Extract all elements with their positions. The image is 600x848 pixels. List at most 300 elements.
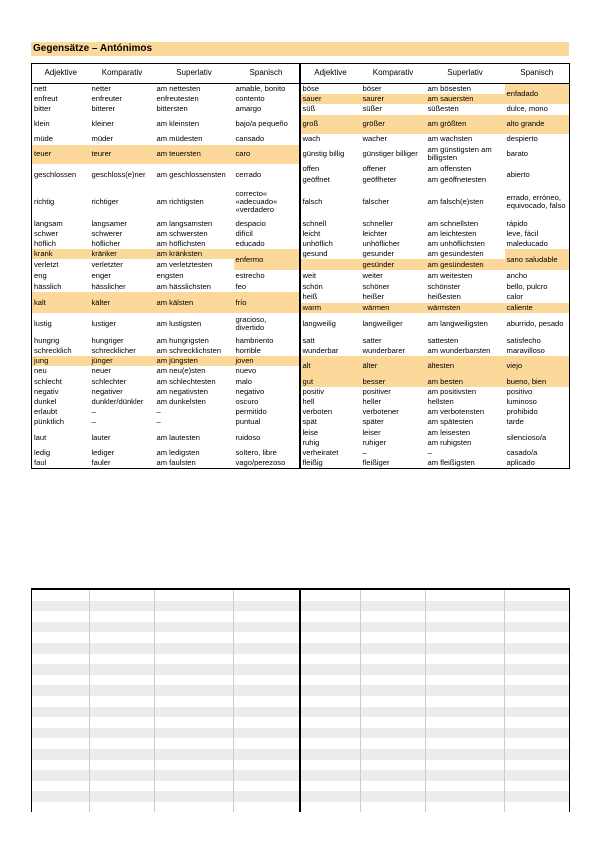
empty-cell — [90, 738, 155, 749]
empty-cell — [155, 632, 234, 643]
empty-cell — [90, 696, 155, 707]
left-superlativ-cell: am schwersten — [156, 228, 208, 238]
right-superlativ-cell: hellsten — [427, 397, 454, 407]
empty-cell — [234, 675, 300, 686]
left-spanisch-cell: educado — [234, 239, 300, 249]
empty-cell — [300, 685, 361, 696]
empty-cell — [505, 802, 570, 813]
empty-row — [32, 685, 570, 696]
empty-cell — [234, 802, 300, 813]
left-spanisch-cell: frío — [234, 292, 300, 312]
empty-cell — [234, 728, 300, 739]
table-row — [32, 134, 570, 145]
empty-cell — [155, 791, 234, 802]
left-spanisch-cell: ruidoso — [234, 428, 300, 448]
right-superlativ-cell: am leisesten — [427, 427, 471, 437]
right-spanisch-cell: caliente — [505, 303, 570, 313]
left-komparativ-cell: schrecklicher — [91, 346, 136, 356]
right-superlativ-cell: am fleißigsten — [426, 458, 505, 469]
empty-cell — [300, 643, 361, 654]
table-row — [32, 94, 570, 104]
left-spanisch-cell: difícil — [234, 229, 300, 239]
empty-cell — [505, 760, 570, 771]
empty-cell — [234, 696, 300, 707]
left-superlativ-cell: am jüngsten — [155, 356, 234, 366]
empty-cell — [32, 589, 90, 601]
right-spanisch-cell: rápido — [505, 219, 570, 229]
left-adjektiv-cell: neu — [32, 366, 90, 376]
left-spanisch-cell: puntual — [234, 417, 300, 427]
right-adjektiv-cell: schön — [302, 281, 323, 291]
table-row — [32, 428, 570, 438]
empty-cell — [234, 738, 300, 749]
right-adjektiv-cell: böse — [302, 84, 319, 93]
right-adjektiv-cell: leicht — [302, 228, 321, 238]
empty-row — [32, 675, 570, 686]
left-adjektiv-cell: müde — [32, 134, 90, 145]
empty-cell — [234, 791, 300, 802]
empty-cell — [426, 749, 505, 760]
empty-cell — [300, 760, 361, 771]
left-superlativ-cell: am teuersten — [155, 145, 234, 164]
left-komparativ-cell: negativer — [91, 386, 123, 396]
antonyms-table — [31, 84, 570, 469]
left-spanisch-cell: vago/perezoso — [234, 458, 300, 469]
table-row — [32, 164, 570, 175]
empty-cell — [90, 685, 155, 696]
right-komparativ-cell: leichter — [362, 228, 387, 238]
empty-row — [32, 654, 570, 665]
empty-cell — [32, 611, 90, 622]
left-spanisch-cell: estrecho — [234, 270, 300, 281]
empty-cell — [426, 685, 505, 696]
empty-row — [32, 632, 570, 643]
empty-cell — [155, 728, 234, 739]
empty-cell — [505, 611, 570, 622]
right-superlativ-cell: am positivsten — [427, 386, 477, 396]
empty-cell — [505, 654, 570, 665]
table-row — [32, 313, 570, 336]
right-adjektiv-cell: falsch — [302, 197, 323, 206]
empty-cell — [234, 760, 300, 771]
right-komparativ-cell: wärmen — [361, 303, 426, 313]
right-spanisch-cell: bello, pulcro — [505, 281, 570, 292]
right-adjektiv-cell: unhöflich — [302, 239, 333, 249]
empty-cell — [300, 802, 361, 813]
empty-cell — [361, 664, 426, 675]
table-row — [32, 239, 570, 249]
empty-cell — [90, 654, 155, 665]
left-spanisch-cell: oscuro — [234, 397, 300, 407]
empty-cell — [300, 611, 361, 622]
left-komparativ-cell: kälter — [90, 292, 155, 312]
empty-cell — [90, 802, 155, 813]
left-spanisch-cell: hambriento — [234, 336, 300, 346]
empty-cell — [155, 611, 234, 622]
right-spanisch-cell: calor — [505, 292, 570, 302]
left-adjektiv-cell: schrecklich — [32, 346, 90, 356]
empty-cell — [361, 791, 426, 802]
empty-cell — [234, 781, 300, 792]
left-superlativ-cell: am hungrigsten — [156, 335, 209, 345]
left-superlativ-cell: am geschlossensten — [156, 169, 226, 179]
left-superlativ-cell: am neu(e)sten — [156, 366, 206, 376]
left-adjektiv-cell: höflich — [32, 239, 90, 249]
left-spanisch-cell: permitido — [234, 407, 300, 417]
header-komparativ: Komparativ — [90, 64, 155, 84]
right-komparativ-cell: langweiliger — [362, 319, 403, 329]
empty-cell — [426, 664, 505, 675]
table-row — [32, 407, 570, 417]
empty-cell — [505, 707, 570, 718]
right-komparativ-cell: wunderbarer — [362, 346, 406, 356]
right-komparativ-cell: ruhiger — [362, 437, 387, 447]
right-komparativ-cell: schöner — [362, 281, 390, 291]
table-row — [32, 397, 570, 407]
left-adjektiv-cell: langsam — [32, 219, 90, 229]
empty-cell — [361, 654, 426, 665]
empty-cell — [155, 707, 234, 718]
table-row — [32, 104, 570, 114]
left-komparativ-cell: verletzter — [91, 259, 123, 269]
left-komparativ-cell: teurer — [90, 145, 155, 164]
right-komparativ-cell: heller — [362, 397, 382, 407]
right-komparativ-cell: geöffheter — [362, 175, 397, 184]
left-adjektiv-cell: hässlich — [32, 281, 90, 292]
empty-cell — [505, 589, 570, 601]
left-adjektiv-cell: eng — [32, 270, 90, 281]
header-superlativ: Superlativ — [155, 64, 234, 84]
table-row — [32, 346, 570, 356]
empty-cell — [90, 781, 155, 792]
empty-cell — [426, 675, 505, 686]
table-row — [32, 387, 570, 397]
empty-cell — [155, 802, 234, 813]
empty-cell — [234, 589, 300, 601]
right-spanisch-cell: tarde — [505, 417, 570, 427]
right-spanisch-cell: sano saludable — [505, 249, 570, 270]
empty-row — [32, 664, 570, 675]
empty-cell — [234, 643, 300, 654]
empty-cell — [361, 622, 426, 633]
left-superlativ-cell: am verletztesten — [156, 259, 213, 269]
right-superlativ-cell: ältesten — [426, 356, 505, 376]
right-adjektiv-cell: schnell — [302, 218, 327, 228]
left-spanisch-cell: contento — [234, 94, 300, 104]
left-spanisch-cell: nuevo — [234, 366, 300, 376]
table-row — [32, 377, 570, 387]
right-spanisch-cell: abierto — [505, 164, 570, 186]
right-spanisch-cell: bueno, bien — [505, 377, 570, 387]
left-spanisch-cell: joven — [234, 356, 300, 366]
left-komparativ-cell: langsamer — [91, 218, 127, 228]
right-superlativ-cell: am besten — [426, 377, 505, 387]
empty-cell — [155, 738, 234, 749]
empty-cell — [155, 589, 234, 601]
right-adjektiv-cell: alt — [300, 356, 361, 376]
table-row — [32, 115, 570, 134]
empty-cell — [32, 728, 90, 739]
empty-cell — [90, 760, 155, 771]
right-komparativ-cell: positiver — [362, 386, 391, 396]
right-komparativ-cell: weiter — [362, 270, 383, 280]
empty-cell — [300, 728, 361, 739]
empty-cell — [426, 611, 505, 622]
right-superlativ-cell: heißesten — [427, 292, 461, 302]
left-superlativ-cell: am höflichsten — [156, 239, 206, 249]
empty-cell — [32, 696, 90, 707]
left-komparativ-cell: bitterer — [91, 104, 116, 114]
left-superlativ-cell: am hässlichsten — [156, 281, 211, 291]
left-superlativ-cell: am kleinsten — [156, 119, 200, 128]
right-komparativ-cell: verbotener — [362, 407, 399, 417]
right-superlativ-cell: am größten — [426, 115, 505, 134]
empty-row — [32, 589, 570, 601]
empty-cell — [505, 749, 570, 760]
table-row — [32, 186, 570, 219]
empty-cell — [234, 611, 300, 622]
empty-cell — [300, 696, 361, 707]
empty-cell — [32, 664, 90, 675]
empty-cell — [426, 738, 505, 749]
left-komparativ-cell: kränker — [90, 249, 155, 259]
left-spanisch-cell: amable, bonito — [234, 84, 300, 94]
table-row — [32, 249, 570, 259]
table-row — [32, 259, 570, 270]
right-adjektiv-cell: süß — [302, 104, 316, 114]
right-spanisch-cell: leve, fácil — [505, 229, 570, 239]
right-superlativ-cell: am wunderbarsten — [427, 346, 491, 356]
table-row — [32, 270, 570, 281]
right-adjektiv-cell: geöffnet — [302, 175, 330, 184]
left-komparativ-cell: lauter — [91, 432, 111, 442]
right-adjektiv-cell: gesund — [302, 249, 328, 259]
empty-cell — [361, 707, 426, 718]
empty-cell — [32, 622, 90, 633]
empty-cell — [300, 601, 361, 612]
right-superlativ-cell: am verbotensten — [427, 407, 485, 417]
empty-cell — [361, 685, 426, 696]
right-superlativ-cell: am bösesten — [427, 84, 471, 93]
left-superlativ-cell: am richtigsten — [156, 197, 204, 206]
empty-row — [32, 622, 570, 633]
right-komparativ-cell: günstiger billiger — [362, 149, 418, 158]
empty-cell — [426, 601, 505, 612]
empty-cell — [300, 738, 361, 749]
empty-cell — [155, 685, 234, 696]
right-spanisch-cell: aburrido, pesado — [505, 313, 570, 336]
right-superlativ-cell: am weitesten — [427, 270, 473, 280]
left-adjektiv-cell: jung — [32, 356, 90, 366]
left-komparativ-cell: richtiger — [91, 197, 119, 206]
right-superlativ-cell: am gesundesten — [427, 249, 484, 259]
table-row — [32, 229, 570, 239]
left-superlativ-cell: am schlechtesten — [156, 376, 216, 386]
empty-cell — [505, 717, 570, 728]
right-komparativ-cell: leiser — [362, 427, 381, 437]
empty-cell — [90, 632, 155, 643]
empty-cell — [90, 675, 155, 686]
left-adjektiv-cell: geschlossen — [32, 164, 90, 186]
left-superlativ-cell: am nettesten — [156, 84, 201, 93]
empty-cell — [234, 664, 300, 675]
empty-cell — [155, 675, 234, 686]
left-spanisch-cell: bajo/a pequeño — [234, 115, 300, 134]
empty-row — [32, 738, 570, 749]
empty-cell — [90, 664, 155, 675]
empty-row — [32, 749, 570, 760]
table-row — [32, 448, 570, 458]
right-superlativ-cell: am wachsten — [427, 134, 473, 143]
right-adjektiv-cell: wach — [302, 134, 321, 143]
empty-cell — [505, 664, 570, 675]
empty-cell — [426, 622, 505, 633]
header-adjektive: Adjektive — [32, 64, 90, 84]
left-spanisch-cell: cansado — [234, 134, 300, 145]
left-komparativ-cell: höflicher — [91, 239, 121, 249]
empty-cell — [155, 664, 234, 675]
right-komparativ-cell: älter — [361, 356, 426, 376]
empty-cell — [505, 781, 570, 792]
empty-cell — [505, 601, 570, 612]
left-komparativ-cell: schwerer — [91, 228, 123, 238]
empty-cell — [90, 589, 155, 601]
header-adjektive: Adjektive — [300, 64, 361, 84]
right-adjektiv-cell: günstig billig — [302, 149, 345, 158]
right-komparativ-cell: offener — [362, 164, 387, 173]
empty-cell — [426, 589, 505, 601]
empty-row — [32, 760, 570, 771]
left-spanisch-cell: gracioso, divertido — [234, 313, 300, 336]
empty-cell — [300, 707, 361, 718]
empty-cell — [300, 664, 361, 675]
right-spanisch-cell: casado/a — [505, 448, 570, 458]
empty-cell — [361, 675, 426, 686]
left-adjektiv-cell: verletzt — [32, 259, 90, 270]
empty-cell — [32, 643, 90, 654]
empty-cell — [234, 717, 300, 728]
left-adjektiv-cell: nett — [32, 84, 90, 94]
right-adjektiv-cell: heiß — [302, 292, 318, 302]
left-adjektiv-cell: teuer — [32, 145, 90, 164]
right-spanisch-cell: enfadado — [505, 84, 570, 104]
left-superlativ-cell: am dunkelsten — [156, 397, 206, 407]
left-komparativ-cell: netter — [91, 84, 111, 93]
right-superlativ-cell: süßesten — [427, 104, 459, 114]
empty-cell — [32, 738, 90, 749]
right-adjektiv-cell: satt — [302, 335, 315, 345]
empty-row — [32, 643, 570, 654]
right-komparativ-cell: schneller — [362, 218, 393, 228]
right-superlativ-cell: am geöffnetesten — [427, 175, 487, 184]
left-superlativ-cell: am kälsten — [155, 292, 234, 312]
left-komparativ-cell: schlechter — [91, 376, 127, 386]
right-komparativ-cell: fleißiger — [361, 458, 426, 469]
empty-cell — [505, 675, 570, 686]
right-komparativ-cell: größer — [361, 115, 426, 134]
empty-cell — [300, 654, 361, 665]
left-superlativ-cell: am lustigsten — [156, 319, 202, 329]
right-adjektiv-cell: leise — [302, 427, 319, 437]
right-spanisch-cell: silencioso/a — [505, 428, 570, 448]
table-row — [32, 281, 570, 292]
left-adjektiv-cell: richtig — [32, 186, 90, 219]
left-komparativ-cell: jünger — [90, 356, 155, 366]
empty-cell — [234, 654, 300, 665]
left-spanisch-cell: negativo — [234, 387, 300, 397]
empty-cell — [90, 749, 155, 760]
left-spanisch-cell: caro — [234, 145, 300, 164]
empty-cell — [90, 717, 155, 728]
table-row — [32, 356, 570, 366]
right-adjektiv-cell: spät — [302, 417, 317, 427]
right-komparativ-cell: wacher — [362, 134, 387, 143]
empty-cell — [426, 728, 505, 739]
left-adjektiv-cell: faul — [32, 458, 90, 469]
empty-cell — [155, 622, 234, 633]
left-komparativ-cell: – — [91, 417, 96, 427]
left-komparativ-cell: geschloss(e)ner — [91, 169, 146, 179]
right-adjektiv-cell: warm — [300, 303, 361, 313]
right-superlativ-cell: am spätesten — [427, 417, 474, 427]
empty-cell — [300, 632, 361, 643]
empty-cell — [300, 781, 361, 792]
empty-cell — [426, 707, 505, 718]
empty-cell — [361, 611, 426, 622]
table-row — [32, 84, 570, 94]
empty-cell — [300, 717, 361, 728]
left-adjektiv-cell: ledig — [32, 448, 90, 458]
table-row — [32, 219, 570, 229]
empty-cell — [361, 643, 426, 654]
empty-cell — [155, 643, 234, 654]
empty-cell — [505, 696, 570, 707]
right-superlativ-cell: wärmsten — [426, 303, 505, 313]
empty-cell — [90, 601, 155, 612]
right-komparativ-cell: gesunder — [362, 249, 395, 259]
right-superlativ-cell: am falsch(e)sten — [427, 197, 484, 206]
empty-cell — [32, 770, 90, 781]
empty-cell — [155, 601, 234, 612]
left-komparativ-cell: lediger — [91, 448, 115, 458]
empty-row — [32, 781, 570, 792]
right-adjektiv-cell: positiv — [302, 386, 325, 396]
right-superlativ-cell: am unhöflichsten — [427, 239, 485, 249]
right-komparativ-cell: – — [362, 448, 367, 458]
empty-row — [32, 696, 570, 707]
empty-cell — [32, 781, 90, 792]
right-adjektiv-cell: groß — [300, 115, 361, 134]
empty-cell — [155, 749, 234, 760]
right-spanisch-cell: dulce, mono — [505, 104, 570, 114]
empty-row — [32, 770, 570, 781]
empty-cell — [505, 791, 570, 802]
empty-cell — [361, 717, 426, 728]
empty-cell — [505, 632, 570, 643]
left-adjektiv-cell: klein — [32, 115, 90, 134]
left-superlativ-cell: bittersten — [156, 104, 188, 114]
right-superlativ-cell: am sauersten — [426, 94, 505, 104]
empty-cell — [361, 749, 426, 760]
left-spanisch-cell: malo — [234, 377, 300, 387]
left-komparativ-cell: hungriger — [91, 335, 124, 345]
empty-cell — [426, 643, 505, 654]
empty-cell — [234, 685, 300, 696]
left-superlativ-cell: am ledigsten — [156, 448, 200, 458]
left-superlativ-cell: am schrecklichsten — [156, 346, 222, 356]
left-spanisch-cell: horrible — [234, 346, 300, 356]
column-header-row — [31, 63, 570, 84]
